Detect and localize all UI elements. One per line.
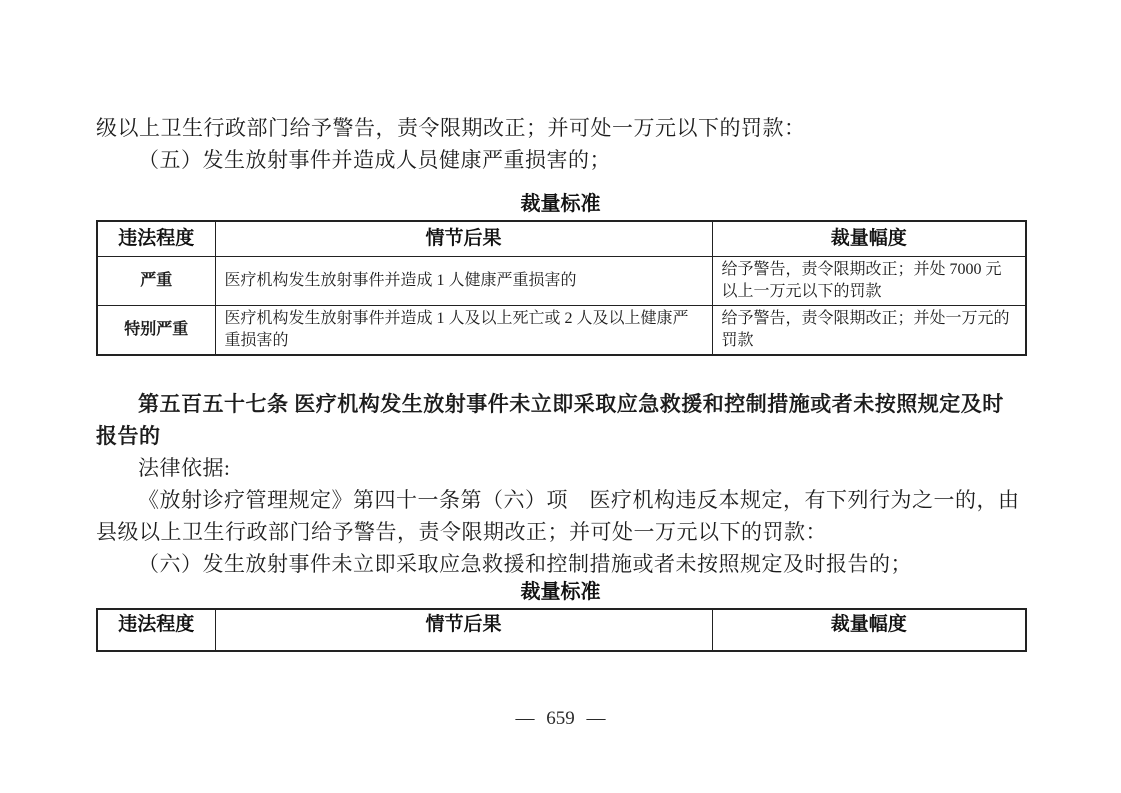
top-margin [96,0,1025,112]
table1-header-row [97,221,1026,257]
penalty-cell: 给予警告，责令限期改正；并处 7000 元以上一万元以下的罚款 [712,257,1026,306]
discretion-table-1 [96,220,1027,356]
table-row [97,306,1026,356]
intro-item-five: （五）发生放射事件并造成人员健康严重损害的； [138,148,611,172]
degree-cell: 特别严重 [97,306,215,356]
discretion-table-2 [96,608,1027,652]
table1-title: 裁量标准 [520,193,601,215]
page-content [96,0,1025,652]
legal-basis-label: 法律依据: [138,456,231,480]
table2-title: 裁量标准 [520,581,601,603]
page-number: — 659 — [515,708,606,729]
legal-basis-text: 《放射诊疗管理规定》第四十一条第（六）项 医疗机构违反本规定，有下列行为之一的，由县级以上卫生行政部门给予警告，责令限期改正；并可处一万元以下的罚款： [96,488,1020,544]
article-heading: 第五百五十七条 医疗机构发生放射事件未立即采取应急救援和控制措施或者未按照规定及时报告的 [96,392,1004,448]
intro-continuation-line: 级以上卫生行政部门给予警告，责令限期改正；并可处一万元以下的罚款： [96,116,806,140]
table1-header-degree: 违法程度 [97,221,215,257]
table2-header-penalty: 裁量幅度 [712,609,1026,651]
degree-cell: 严重 [97,257,215,306]
article-item-six: （六）发生放射事件未立即采取应急救援和控制措施或者未按照规定及时报告的； [138,552,912,576]
table1-header-circumstance: 情节后果 [215,221,712,257]
circumstance-cell: 医疗机构发生放射事件并造成 1 人及以上死亡或 2 人及以上健康严重损害的 [215,306,712,356]
table2-header-row [97,609,1026,651]
penalty-cell: 给予警告，责令限期改正；并处一万元的罚款 [712,306,1026,356]
table1-header-penalty: 裁量幅度 [712,221,1026,257]
table2-header-circumstance: 情节后果 [215,609,712,651]
table-row [97,257,1026,306]
circumstance-cell: 医疗机构发生放射事件并造成 1 人健康严重损害的 [215,257,712,306]
table2-header-degree: 违法程度 [97,609,215,651]
